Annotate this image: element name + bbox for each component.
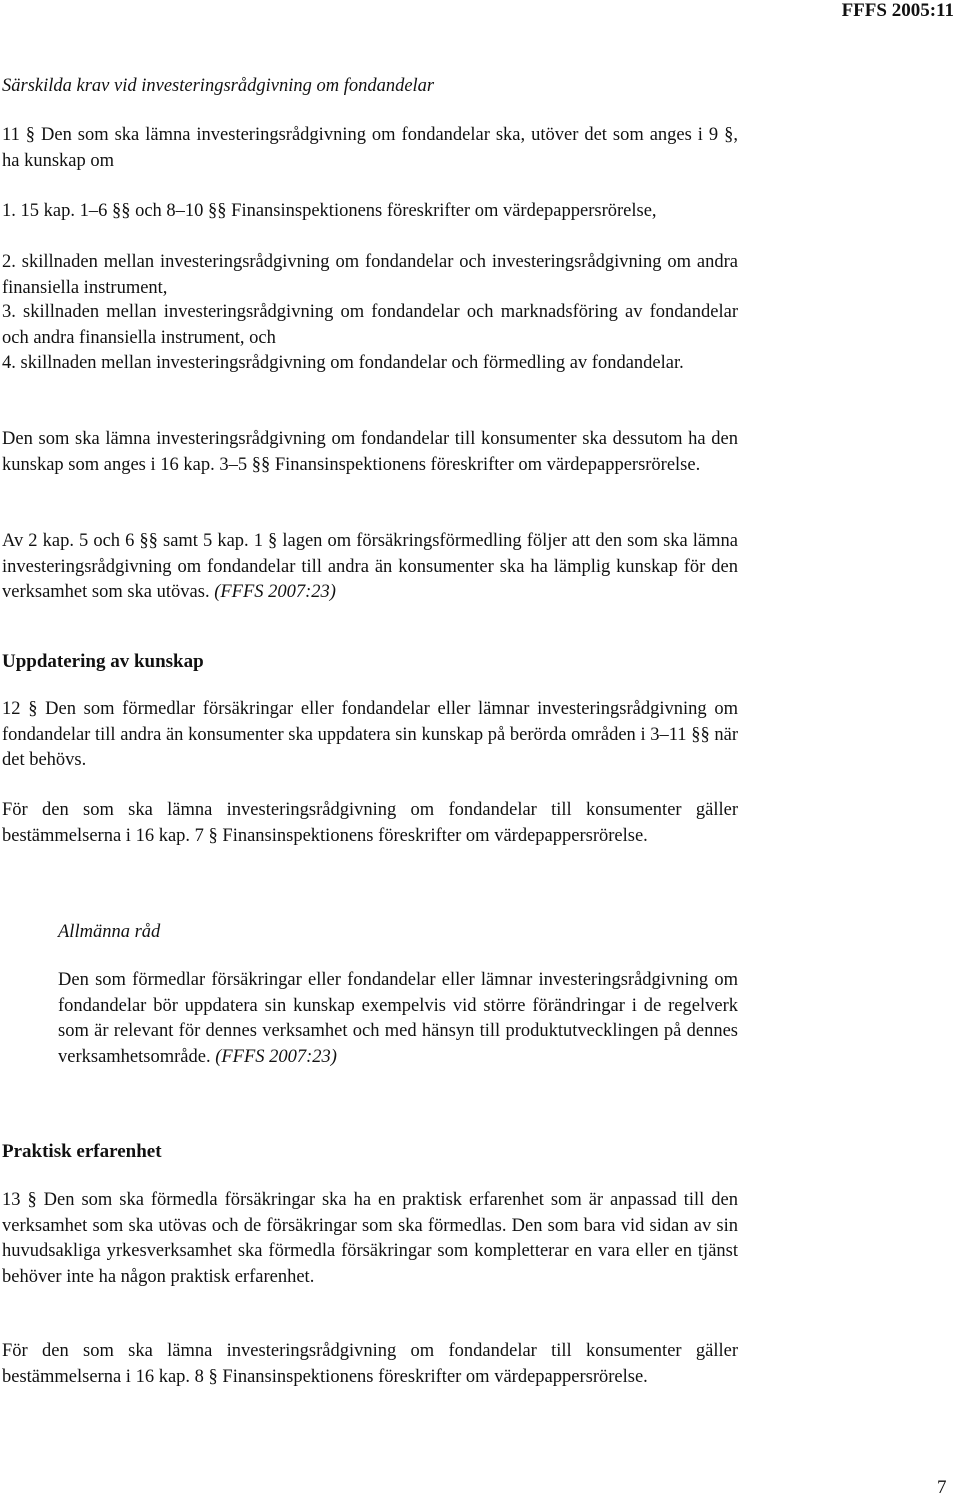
list-item-3: 3. skillnaden mellan investeringsrådgivning om fondandelar och marknadsföring av fondandelar och andra finansiella instrument, och — [2, 302, 738, 348]
reference-fffs-2007-23: (FFFS 2007:23) — [214, 582, 336, 603]
paragraph-12: 12 § Den som förmedlar försäkringar eller fondandelar eller lämnar investeringsrådgivning om fondandelar till andra än konsumenter ska uppdatera sin kunskap på berörda områden i 3–11 §§ när det behövs. — [2, 699, 738, 771]
list-item-4: 4. skillnaden mellan investeringsrådgivning om fondandelar och förmedling av fondandelar. — [2, 353, 684, 373]
paragraph-13-consumers: För den som ska lämna investeringsrådgivning om fondandelar till konsumenter gäller bestämmelserna i 16 kap. 8 § Finansinspektionens föreskrifter om värdepappersrörelse. — [2, 1341, 738, 1387]
allmanna-rad-text — [58, 968, 738, 1070]
paragraph-12-consumers: För den som ska lämna investeringsrådgivning om fondandelar till konsumenter gäller bestämmelserna i 16 kap. 7 § Finansinspektionens föreskrifter om värdepappersrörelse. — [2, 800, 738, 846]
heading-uppdatering-av-kunskap: Uppdatering av kunskap — [2, 651, 204, 672]
section-heading-fondandelar: Särskilda krav vid investeringsrådgivning om fondandelar — [2, 76, 435, 96]
page-number: 7 — [937, 1477, 947, 1498]
paragraph-13: 13 § Den som ska förmedla försäkringar ska ha en praktisk erfarenhet som är anpassad till den verksamhet som ska utövas och de försäkringar som ska förmedlas. Den som bara vid sidan av sin huvudsakliga yrkesverksamhet ska förmedla försäkringar som kompletterar en vara eller en tjänst behöver inte ha någon praktisk erfarenhet. — [2, 1190, 738, 1287]
paragraph-av-2-kap-text: Av 2 kap. 5 och 6 §§ samt 5 kap. 1 § lagen om försäkringsförmedling följer att den som ska lämna investeringsrådgivning om fondandelar till andra än konsumenter ska ha lämplig kunskap för den verksamhet som ska utövas. — [2, 531, 738, 603]
paragraph-consumers: Den som ska lämna investeringsrådgivning om fondandelar till konsumenter ska dessutom ha den kunskap som anges i 16 kap. 3–5 §§ Finansinspektionens föreskrifter om värdepappersrörelse. — [2, 429, 738, 475]
allmanna-rad-title: Allmänna råd — [58, 922, 161, 942]
paragraph-11: 11 § Den som ska lämna investeringsrådgivning om fondandelar ska, utöver det som anges i 9 §, ha kunskap om — [2, 125, 738, 171]
document-code: FFFS 2005:11 — [841, 0, 954, 21]
allmanna-rad-body: Den som förmedlar försäkringar eller fondandelar eller lämnar investeringsrådgivning om fondandelar bör uppdatera sin kunskap exempelvis vid större förändringar i de regelverk som är relevant för dennes verksamhet och med hänsyn till produktutvecklingen på dennes verksamhetsområde. — [58, 970, 738, 1067]
heading-praktisk-erfarenhet: Praktisk erfarenhet — [2, 1141, 162, 1162]
list-item-2: 2. skillnaden mellan investeringsrådgivning om fondandelar och investeringsrådgivning om andra finansiella instrument, — [2, 252, 738, 298]
list-item-1: 1. 15 kap. 1–6 §§ och 8–10 §§ Finansinspektionens föreskrifter om värdepappersrörelse, — [2, 201, 657, 221]
paragraph-av-2-kap — [2, 529, 738, 606]
allmanna-rad-reference: (FFFS 2007:23) — [215, 1046, 337, 1067]
